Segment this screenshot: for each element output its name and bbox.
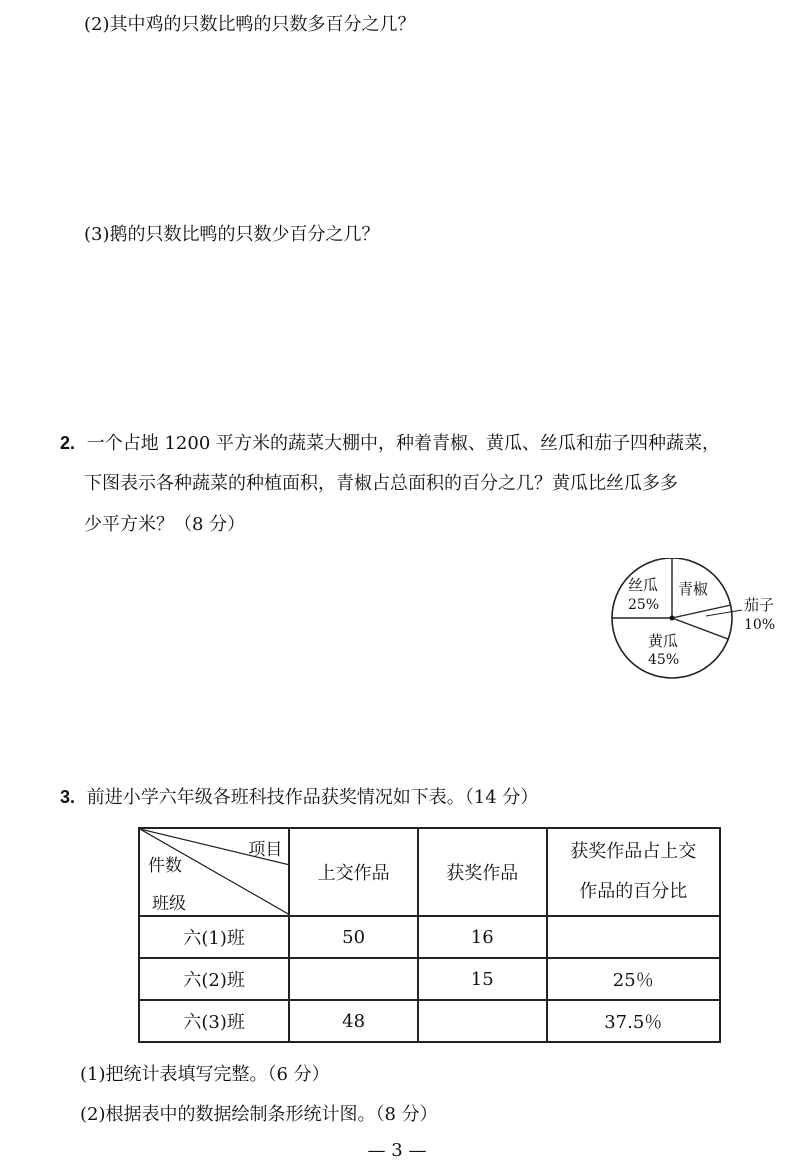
table-row [139, 1000, 720, 1042]
corner-label-top: 项目 [248, 840, 283, 860]
row-class: 六(1)班 [139, 916, 289, 958]
row-submitted [289, 958, 418, 1000]
row-percent: 25％ [547, 958, 720, 1000]
q3-sub1: (1)把统计表填写完整。（6 分） [80, 1064, 330, 1085]
q3-text: 前进小学六年级各班科技作品获奖情况如下表。（14 分） [86, 787, 539, 808]
col-header-submitted: 上交作品 [289, 828, 418, 916]
q2-line1 [60, 432, 720, 455]
row-percent: 37.5％ [547, 1000, 720, 1042]
label-huanggua-pct: 45% [648, 652, 680, 668]
label-sigua-name: 丝瓜 [628, 576, 659, 594]
pie-divider-qingjiao-qiezi [672, 605, 731, 618]
vegetable-pie-chart [604, 558, 794, 686]
table-row [139, 958, 720, 1000]
row-awarded: 16 [418, 916, 547, 958]
q3-number: 3. [60, 787, 76, 807]
q1-part2: (2)其中鸡的只数比鸭的只数多百分之几？ [84, 14, 416, 35]
label-qingjiao-name: 青椒 [678, 580, 709, 598]
label-huanggua-name: 黄瓜 [648, 632, 679, 650]
q3-sub2: (2)根据表中的数据绘制条形统计图。（8 分） [80, 1104, 438, 1125]
q2-number: 2. [60, 433, 76, 453]
col-header-awarded: 获奖作品 [418, 828, 547, 916]
row-awarded: 15 [418, 958, 547, 1000]
award-table [138, 827, 721, 1043]
row-submitted: 48 [289, 1000, 418, 1042]
row-submitted: 50 [289, 916, 418, 958]
page-number: — 3 — [367, 1140, 427, 1161]
col-header-percent-line2: 作品的百分比 [579, 881, 688, 902]
q2-line3: 少平方米？（8 分） [84, 514, 246, 535]
table-header-row [139, 828, 720, 916]
row-percent [547, 916, 720, 958]
row-awarded [418, 1000, 547, 1042]
col-header-percent [547, 828, 720, 916]
q2-line2: 下图表示各种蔬菜的种植面积，青椒占总面积的百分之几？黄瓜比丝瓜多多 [84, 473, 678, 494]
pie-center-dot [670, 616, 675, 621]
table-corner-cell [139, 828, 289, 916]
row-class: 六(2)班 [139, 958, 289, 1000]
col-header-percent-line1: 获奖作品占上交 [570, 841, 697, 862]
pie-divider-qiezi-huanggua [672, 618, 728, 639]
label-qiezi-name: 茄子 [744, 596, 775, 614]
row-class: 六(3)班 [139, 1000, 289, 1042]
q1-part3: (3)鹅的只数比鸭的只数少百分之几？ [84, 224, 380, 245]
qiezi-leader-line [706, 610, 742, 616]
q2-text-line1: 一个占地 1200 平方米的蔬菜大棚中，种着青椒、黄瓜、丝瓜和茄子四种蔬菜， [86, 433, 720, 454]
table-row [139, 916, 720, 958]
corner-label-mid: 件数 [148, 856, 182, 876]
label-qiezi-pct: 10% [744, 617, 776, 633]
q3-line [60, 786, 538, 809]
label-sigua-pct: 25% [628, 597, 660, 613]
corner-label-bottom: 班级 [152, 894, 186, 914]
